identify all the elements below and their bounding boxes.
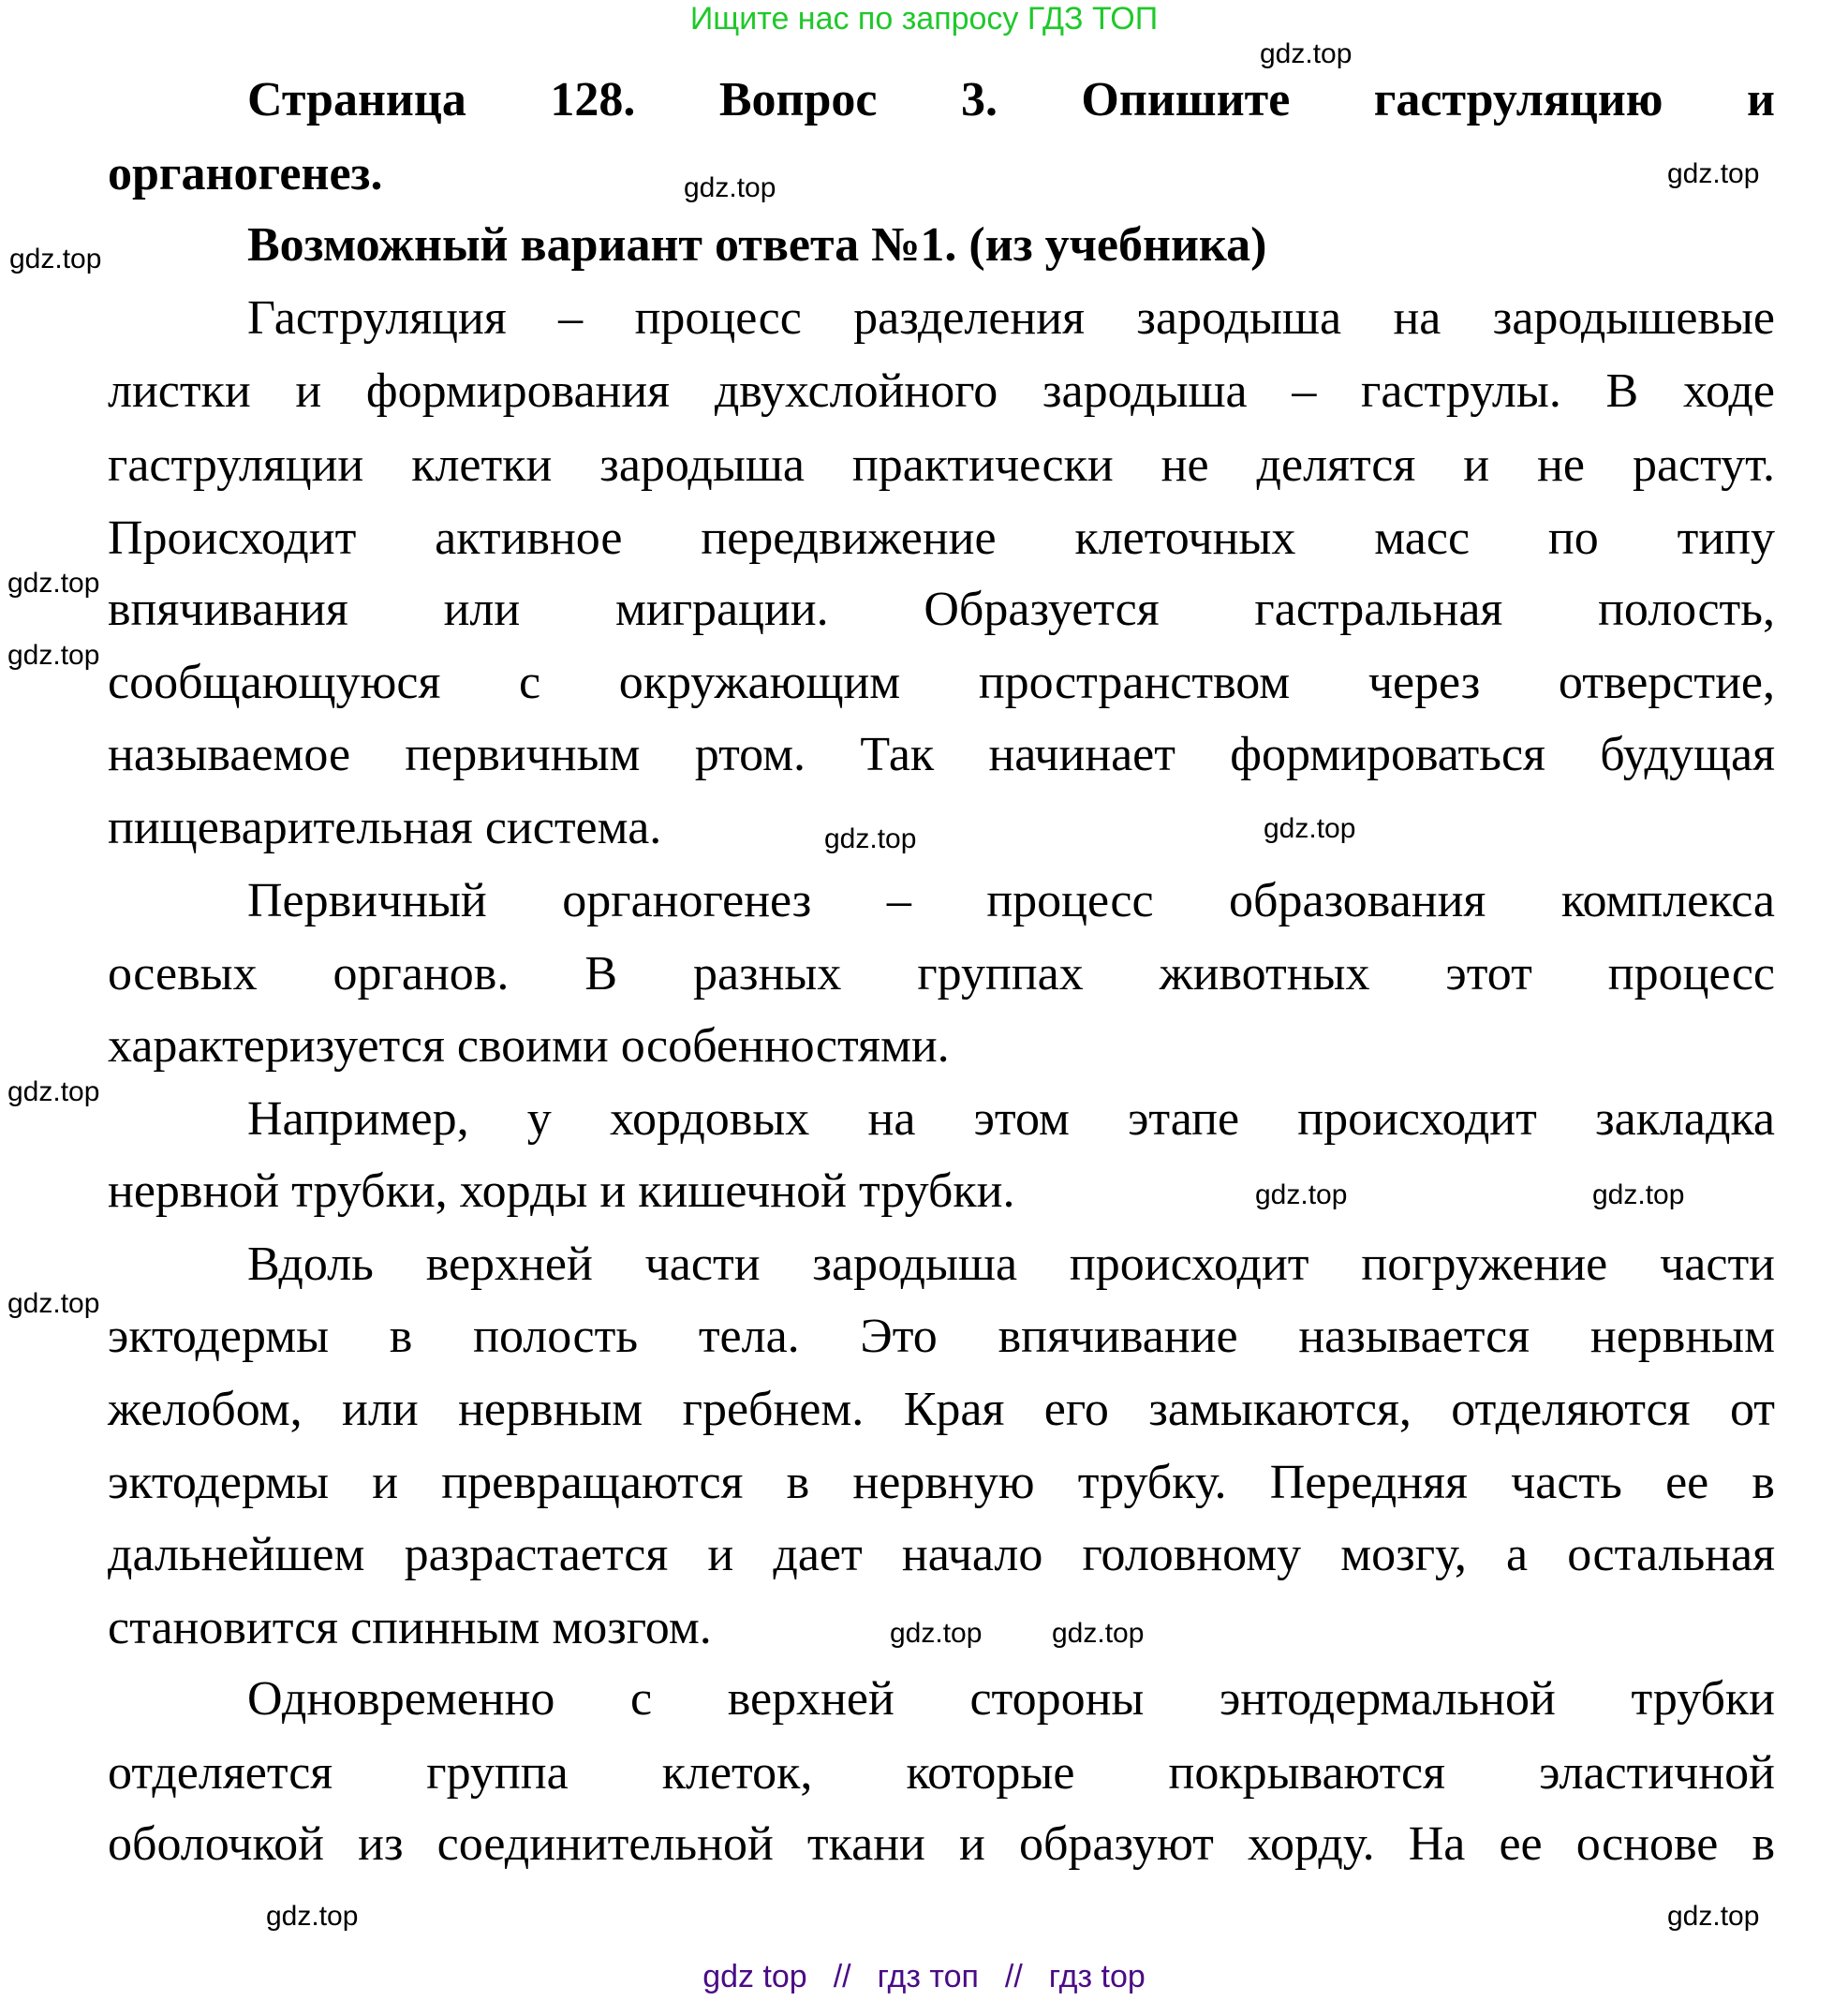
text-line: осевых органов. В разных группах животных этот процесс [108, 947, 1775, 1000]
watermark: gdz.top [1260, 38, 1353, 69]
watermark: gdz.top [7, 568, 100, 599]
text-line: нервной трубки, хорды и кишечной трубки. [108, 1164, 1015, 1218]
text-line: оболочкой из соединительной ткани и образуют хорду. На ее основе в [108, 1817, 1775, 1871]
watermark: gdz.top [1667, 158, 1760, 189]
text-line: Первичный органогенез – процесс образования комплекса [247, 874, 1775, 927]
footer-link-gdz-top-mixed[interactable]: гдз top [1048, 1959, 1146, 1994]
footer-separator: // [833, 1959, 851, 1994]
watermark: gdz.top [7, 1288, 100, 1319]
text-line: Происходит активное передвижение клеточных масс по типу [108, 511, 1775, 565]
text-line: листки и формирования двухслойного зародыша – гаструлы. В ходе [108, 364, 1775, 418]
watermark: gdz.top [1264, 813, 1356, 844]
watermark: gdz.top [684, 172, 776, 203]
text-line: сообщающуюся с окружающим пространством через отверстие, [108, 656, 1775, 709]
watermark: gdz.top [266, 1901, 359, 1932]
search-banner: Ищите нас по запросу ГДЗ ТОП [689, 1, 1159, 37]
footer-link-gdz-top[interactable]: gdz top [702, 1959, 807, 1994]
watermark: gdz.top [7, 1076, 100, 1107]
text-line: гаструляции клетки зародыша практически не делятся и не растут. [108, 438, 1775, 492]
footer-separator: // [1004, 1959, 1023, 1994]
text-line: становится спинным мозгом. [108, 1601, 712, 1654]
watermark: gdz.top [9, 244, 102, 274]
text-line: называемое первичным ртом. Так начинает формироваться будущая [108, 728, 1775, 781]
title-line: органогенез. [108, 147, 383, 200]
text-line: Одновременно с верхней стороны энтодермальной трубки [247, 1672, 1775, 1726]
text-line: Гаструляция – процесс разделения зародыша на зародышевые [247, 291, 1775, 345]
answer-heading: Возможный вариант ответа №1. (из учебника) [247, 218, 1267, 272]
text-line: характеризуется своими особенностями. [108, 1019, 950, 1073]
text-line: дальнейшем разрастается и дает начало головному мозгу, а остальная [108, 1528, 1775, 1581]
watermark: gdz.top [1592, 1179, 1685, 1210]
text-line: пищеварительная система. [108, 801, 662, 854]
watermark: gdz.top [7, 640, 100, 671]
watermark: gdz.top [824, 823, 917, 854]
watermark: gdz.top [1052, 1618, 1145, 1649]
text-line: Например, у хордовых на этом этапе происходит закладка [247, 1092, 1775, 1146]
watermark: gdz.top [1255, 1179, 1348, 1210]
text-line: Вдоль верхней части зародыша происходит погружение части [247, 1238, 1775, 1291]
watermark: gdz.top [890, 1618, 983, 1649]
watermark: gdz.top [1667, 1901, 1760, 1932]
footer-link-gdz-top-ru[interactable]: гдз топ [877, 1959, 979, 1994]
footer-links [0, 1956, 1848, 1997]
text-line: эктодермы в полость тела. Это впячивание называется нервным [108, 1310, 1775, 1363]
title-line: Страница 128. Вопрос 3. Опишите гаструляцию и [247, 73, 1775, 126]
text-line: отделяется группа клеток, которые покрываются эластичной [108, 1746, 1775, 1800]
text-line: впячивания или миграции. Образуется гастральная полость, [108, 583, 1775, 636]
text-line: желобом, или нервным гребнем. Края его замыкаются, отделяются от [108, 1383, 1775, 1436]
text-line: эктодермы и превращаются в нервную трубку. Передняя часть ее в [108, 1456, 1775, 1509]
